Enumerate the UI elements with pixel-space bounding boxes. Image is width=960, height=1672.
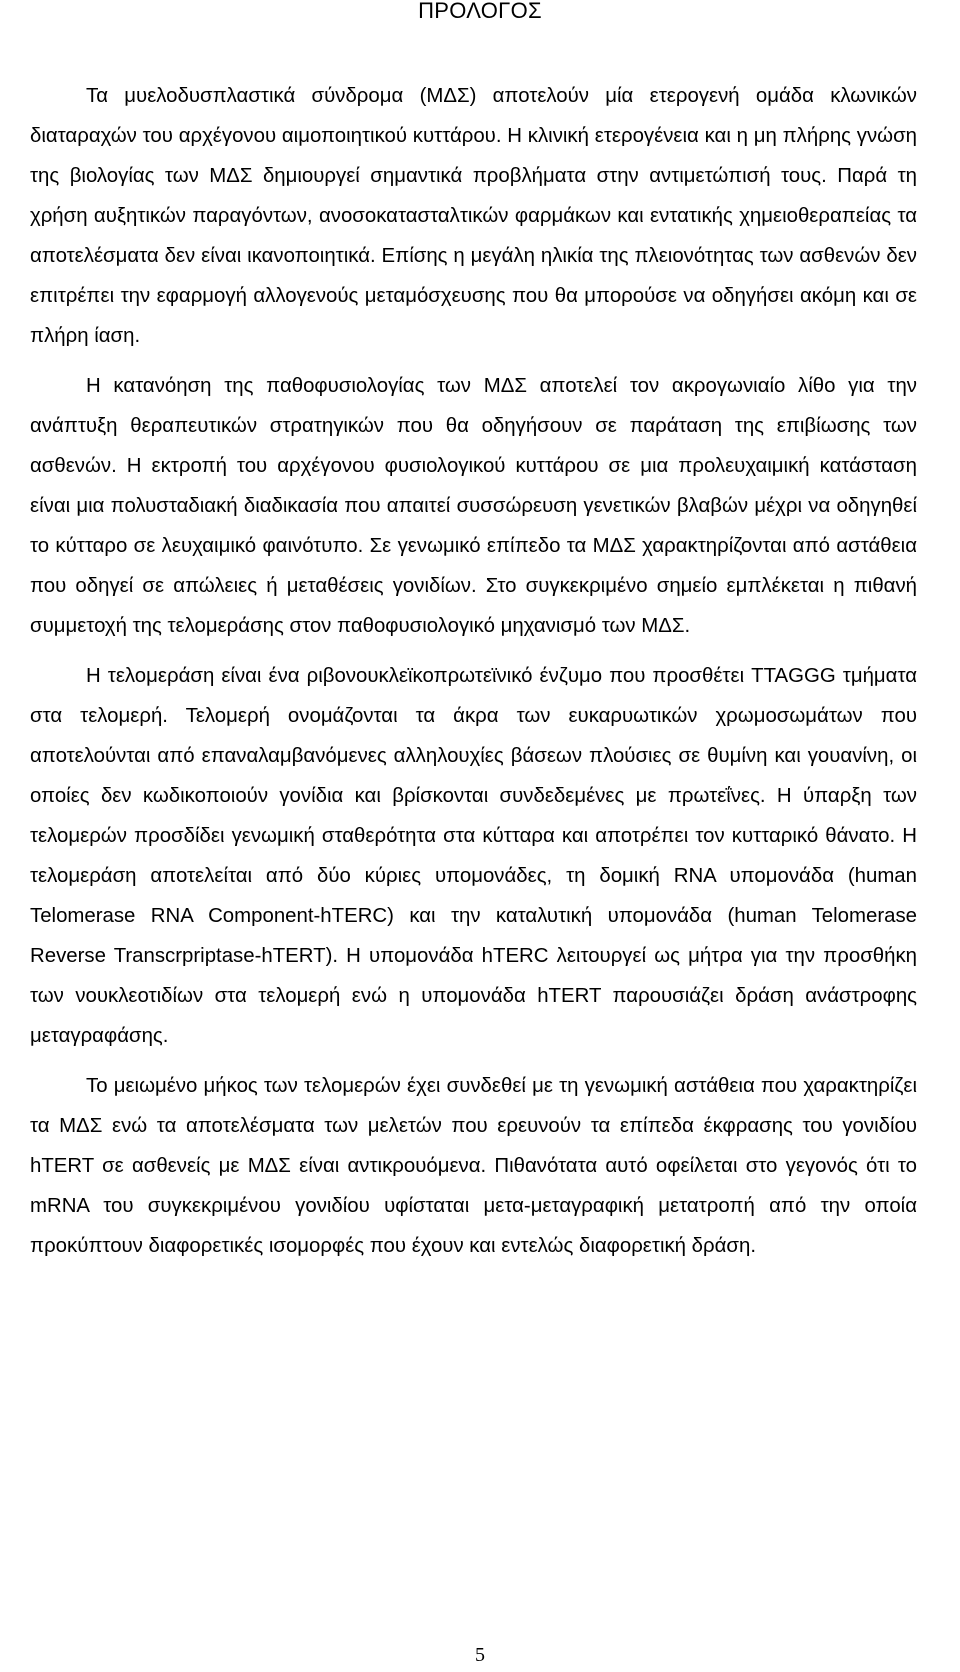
paragraph-1: Τα μυελοδυσπλαστικά σύνδρομα (ΜΔΣ) αποτελούν μία ετερογενή ομάδα κλωνικών διαταραχών του αρχέγονου αιμοποιητικού κυττάρου. Η κλινική ετερογένεια και η μη πλήρης γνώση της βιολογίας των ΜΔΣ δημιουργεί σημαντικά προβλήματα στην αντιμετώπισή τους. Παρά τη χρήση αυξητικών παραγόντων, ανοσοκατασταλτικών φαρμάκων και εντατικής χημειοθεραπείας τα αποτελέσματα δεν είναι ικανοποιητικά. Επίσης η μεγάλη ηλικία της πλειονότητας των ασθενών δεν επιτρέπει την εφαρμογή αλλογενούς μεταμόσχευσης που θα μπορούσε να οδηγήσει ακόμη και σε πλήρη ίαση. (30, 85, 917, 347)
paragraph-3: Η τελομεράση είναι ένα ριβονουκλεϊκοπρωτεϊνικό ένζυμο που προσθέτει TTAGGG τμήματα στα τελομερή. Τελομερή ονομάζονται τα άκρα των ευκαρυωτικών χρωμοσωμάτων που αποτελούνται από επαναλαμβανόμενες αλληλουχίες βάσεων πλούσιες σε θυμίνη και γουανίνη, οι οποίες δεν κωδικοποιούν γονίδια και βρίσκονται συνδεδεμένες με πρωτεΐνες. Η ύπαρξη των τελομερών προσδίδει γενωμική σταθερότητα στα κύτταρα και αποτρέπει τον κυτταρικό θάνατο. Η τελομεράση αποτελείται από δύο κύριες υπομονάδες, τη δομική RNA υπομονάδα (human Telomerase RNA Component-hTERC) και την καταλυτική υπομονάδα (human Telomerase Reverse Transcrpriptase-hTERT). Η υπομονάδα hTERC λειτουργεί ως μήτρα για την προσθήκη των νουκλεοτιδίων στα τελομερή ενώ η υπομονάδα hTERT παρουσιάζει δράση ανάστροφης μεταγραφάσης. (30, 665, 917, 1047)
paragraph-4: Το μειωμένο μήκος των τελομερών έχει συνδεθεί με τη γενωμική αστάθεια που χαρακτηρίζει τα ΜΔΣ ενώ τα αποτελέσματα των μελετών που ερευνούν τα επίπεδα έκφρασης του γονιδίου hTERT σε ασθενείς με ΜΔΣ είναι αντικρουόμενα. Πιθανότατα αυτό οφείλεται στο γεγονός ότι το mRNA του συγκεκριμένου γονιδίου υφίσταται μετα-μεταγραφική μετατροπή από την οποία προκύπτουν διαφορετικές ισομορφές που έχουν και εντελώς διαφορετική δράση. (30, 1075, 917, 1257)
page-number: 5 (475, 1644, 485, 1666)
body-text (30, 76, 917, 1266)
page-title: ΠΡΟΛΟΓΟΣ (418, 0, 542, 23)
paragraph-2: Η κατανόηση της παθοφυσιολογίας των ΜΔΣ αποτελεί τον ακρογωνιαίο λίθο για την ανάπτυξη θεραπευτικών στρατηγικών που θα οδηγήσουν σε παράταση της επιβίωσης των ασθενών. Η εκτροπή του αρχέγονου φυσιολογικού κυττάρου σε μια προλευχαιμική κατάσταση είναι μια πολυσταδιακή διαδικασία που απαιτεί συσσώρευση γενετικών βλαβών μέχρι να οδηγηθεί το κύτταρο σε λευχαιμικό φαινότυπο. Σε γενωμικό επίπεδο τα ΜΔΣ χαρακτηρίζονται από αστάθεια που οδηγεί σε απώλειες ή μεταθέσεις γονιδίων. Στο συγκεκριμένο σημείο εμπλέκεται η πιθανή συμμετοχή της τελομεράσης στον παθοφυσιολογικό μηχανισμό των ΜΔΣ. (30, 375, 917, 637)
